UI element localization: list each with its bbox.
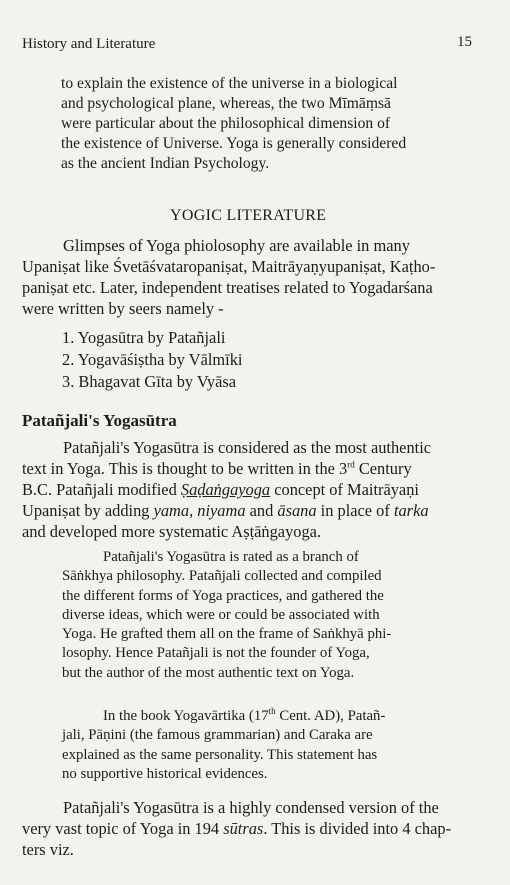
text-line: Glimpses of Yoga phiolosophy are available in many bbox=[63, 236, 410, 255]
subheading: Patañjali's Yogasūtra bbox=[22, 411, 177, 430]
text-line: Upaniṣat like Śvetāśvataropaniṣat, Maitrāyaṇyupaniṣat, Kaṭho- bbox=[22, 257, 436, 276]
text-line: as the ancient Indian Psychology. bbox=[61, 155, 270, 172]
text-line: and psychological plane, whereas, the two Mīmāṃsā bbox=[61, 95, 391, 112]
body-paragraph-intro bbox=[61, 74, 406, 174]
text-line: explained as the same personality. This statement has bbox=[62, 746, 378, 763]
indented-paragraph-yogavartika bbox=[62, 707, 385, 784]
text-line: Upaniṣat by adding yama, niyama and āsana in place of tarka bbox=[22, 501, 429, 520]
body-paragraph-glimpses bbox=[22, 235, 435, 319]
text-line: Patañjali's Yogasūtra is rated as a branch of bbox=[103, 549, 359, 565]
text-line: were written by seers namely - bbox=[22, 299, 224, 318]
text-line: paniṣat etc. Later, independent treatises related to Yogadarśana bbox=[22, 278, 433, 297]
text-line: very vast topic of Yoga in 194 sūtras. This is divided into 4 chap- bbox=[22, 819, 452, 838]
text-line: text in Yoga. This is thought to be written in the 3rd Century bbox=[22, 459, 412, 478]
text-line: were particular about the philosophical dimension of bbox=[61, 115, 391, 132]
text-line: to explain the existence of the universe in a biological bbox=[61, 75, 398, 92]
text-line: B.C. Patañjali modified Ṣaḍaṅgayoga concept of Maitrāyaṇi bbox=[22, 480, 419, 499]
text-line: In the book Yogavārtika (17th Cent. AD), Patañ- bbox=[103, 706, 386, 724]
text-line: Patañjali's Yogasūtra is considered as the most authentic bbox=[63, 438, 432, 457]
list-item: 1. Yogasūtra by Patañjali bbox=[62, 328, 226, 347]
list-item: 3. Bhagavat Gīta by Vyāsa bbox=[62, 372, 237, 391]
body-paragraph-condensed bbox=[22, 797, 451, 860]
text-line: Patañjali's Yogasūtra is a highly condensed version of the bbox=[63, 798, 439, 817]
text-line: Yoga. He grafted them all on the frame of Saṅkhyā phi- bbox=[62, 626, 392, 643]
list-item: 2. Yogavāśiṣtha by Vālmīki bbox=[62, 350, 243, 369]
running-title: History and Literature bbox=[22, 36, 156, 52]
text-line: losophy. Hence Patañjali is not the founder of Yoga, bbox=[62, 645, 370, 662]
text-line: but the author of the most authentic text on Yoga. bbox=[62, 664, 355, 681]
text-line: ters viz. bbox=[22, 840, 74, 859]
body-paragraph-yogasutra bbox=[22, 437, 431, 542]
text-line: diverse ideas, which were or could be associated with bbox=[62, 606, 380, 623]
text-line: the existence of Universe. Yoga is generally considered bbox=[61, 135, 407, 152]
section-heading: YOGIC LITERATURE bbox=[170, 207, 327, 224]
treatise-list bbox=[62, 327, 242, 393]
text-line: and developed more systematic Aṣṭāṅgayoga. bbox=[22, 522, 322, 541]
text-line: the different forms of Yoga practices, and gathered the bbox=[62, 587, 384, 604]
text-line: Sāṅkhya philosophy. Patañjali collected and compiled bbox=[62, 568, 382, 585]
text-line: no supportive historical evidences. bbox=[62, 765, 268, 782]
page-number: 15 bbox=[457, 34, 472, 50]
indented-paragraph-sankhya bbox=[62, 548, 391, 683]
text-line: jali, Pāṇini (the famous grammarian) and Caraka are bbox=[62, 727, 373, 744]
